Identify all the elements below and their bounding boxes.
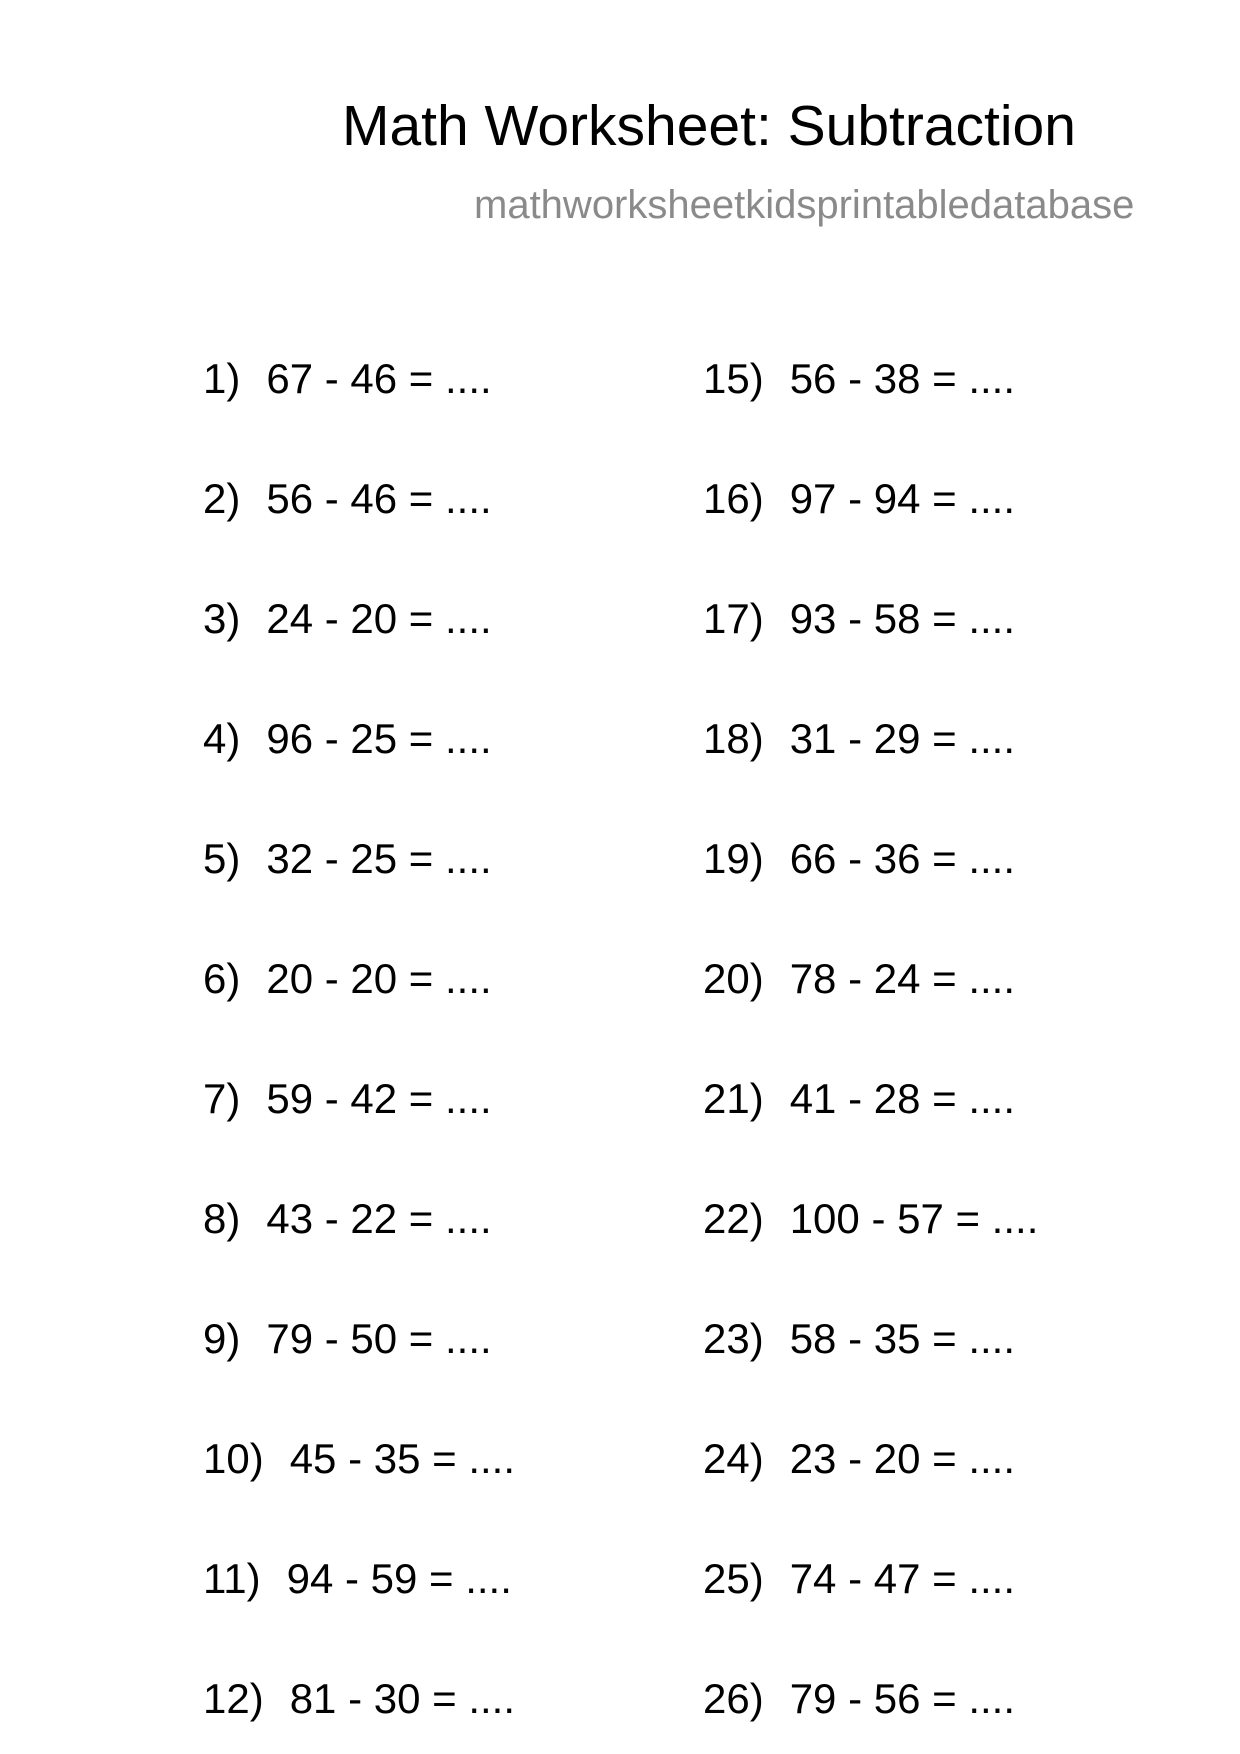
problem-number: 25) <box>703 1555 764 1602</box>
problem-number: 16) <box>703 475 764 522</box>
problem-expression: 79 - 56 = .... <box>789 1675 1016 1722</box>
problem-item <box>203 595 492 642</box>
problem-number: 1) <box>203 355 241 402</box>
problem-number: 12) <box>203 1675 264 1722</box>
problem-number: 24) <box>703 1435 764 1482</box>
problem-item <box>203 1075 492 1122</box>
problem-number: 4) <box>203 715 241 762</box>
problem-expression: 96 - 25 = .... <box>266 715 492 762</box>
problem-item <box>703 1315 1016 1362</box>
problem-number: 10) <box>203 1435 264 1482</box>
problem-number: 15) <box>703 355 764 402</box>
problem-expression: 23 - 20 = .... <box>789 1435 1016 1482</box>
problem-expression: 58 - 35 = .... <box>789 1315 1016 1362</box>
problem-expression: 31 - 29 = .... <box>789 715 1016 762</box>
problem-item <box>703 1075 1016 1122</box>
problem-expression: 32 - 25 = .... <box>266 835 492 882</box>
problem-item <box>203 1195 492 1242</box>
problem-expression: 45 - 35 = .... <box>289 1435 516 1482</box>
problem-item <box>203 475 492 522</box>
problem-number: 2) <box>203 475 241 522</box>
problem-expression: 24 - 20 = .... <box>266 595 492 642</box>
problem-number: 21) <box>703 1075 764 1122</box>
problem-item <box>203 835 492 882</box>
problem-item <box>203 1435 516 1482</box>
problem-number: 20) <box>703 955 764 1002</box>
problem-expression: 100 - 57 = .... <box>789 1195 1039 1242</box>
problem-expression: 81 - 30 = .... <box>289 1675 516 1722</box>
problem-expression: 93 - 58 = .... <box>789 595 1016 642</box>
problem-item <box>703 715 1016 762</box>
problem-item <box>703 1195 1039 1242</box>
problem-item <box>703 955 1016 1002</box>
problem-number: 11) <box>203 1555 261 1602</box>
problem-number: 8) <box>203 1195 241 1242</box>
problem-item <box>203 355 492 402</box>
problem-item <box>703 1675 1016 1722</box>
problem-item <box>703 1435 1016 1482</box>
problem-item <box>203 955 492 1002</box>
problem-number: 6) <box>203 955 241 1002</box>
problem-number: 3) <box>203 595 241 642</box>
problem-number: 18) <box>703 715 764 762</box>
problem-expression: 59 - 42 = .... <box>266 1075 492 1122</box>
problem-number: 22) <box>703 1195 764 1242</box>
problem-item <box>203 1315 492 1362</box>
problem-expression: 94 - 59 = .... <box>286 1555 512 1602</box>
problem-number: 19) <box>703 835 764 882</box>
problem-item <box>203 715 492 762</box>
problem-expression: 41 - 28 = .... <box>789 1075 1016 1122</box>
problem-expression: 20 - 20 = .... <box>266 955 492 1002</box>
problem-expression: 43 - 22 = .... <box>266 1195 492 1242</box>
problem-item <box>203 1675 516 1722</box>
problem-expression: 74 - 47 = .... <box>789 1555 1016 1602</box>
problem-item <box>203 1555 512 1602</box>
problem-item <box>703 475 1016 522</box>
problem-expression: 66 - 36 = .... <box>789 835 1016 882</box>
problem-expression: 79 - 50 = .... <box>266 1315 492 1362</box>
problem-expression: 56 - 46 = .... <box>266 475 492 522</box>
problem-number: 17) <box>703 595 764 642</box>
worksheet-subtitle: mathworksheetkidsprintabledatabase <box>474 183 1135 227</box>
problem-item <box>703 835 1016 882</box>
worksheet-title: Math Worksheet: Subtraction <box>342 94 1076 158</box>
problem-item <box>703 595 1016 642</box>
problem-number: 7) <box>203 1075 241 1122</box>
problem-item <box>703 1555 1016 1602</box>
problem-number: 9) <box>203 1315 241 1362</box>
problem-expression: 78 - 24 = .... <box>789 955 1016 1002</box>
problem-item <box>703 355 1016 402</box>
problem-expression: 56 - 38 = .... <box>789 355 1016 402</box>
problem-number: 26) <box>703 1675 764 1722</box>
problem-number: 23) <box>703 1315 764 1362</box>
problem-number: 5) <box>203 835 241 882</box>
problem-expression: 97 - 94 = .... <box>789 475 1016 522</box>
problem-expression: 67 - 46 = .... <box>266 355 492 402</box>
